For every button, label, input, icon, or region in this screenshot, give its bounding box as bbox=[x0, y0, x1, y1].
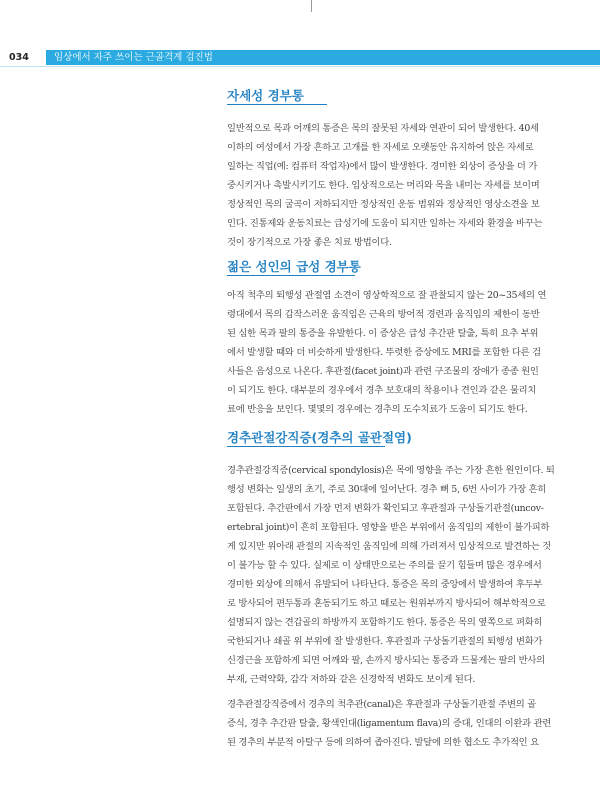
text-line: 경미한 외상에 의해서 유발되어 나타난다. 통증은 목의 중앙에서 발생하여 후두부 bbox=[227, 579, 543, 590]
text-line: 사들은 음성으로 나온다. 후관절(facet joint)과 관련 구조물의 장애가 종종 원인 bbox=[227, 366, 539, 377]
text-line: 것이 장기적으로 가장 좋은 치료 방법이다. bbox=[227, 237, 392, 248]
page-number: 034 bbox=[9, 52, 29, 63]
text-line: 증식, 경추 추간판 탈출, 황색인대(ligamentum flava)의 증대, 인대의 이완과 관련 bbox=[227, 718, 552, 729]
text-line: 인다. 진통제와 운동치료는 급성기에 도움이 되지만 일하는 자세와 환경을 바꾸는 bbox=[227, 218, 543, 229]
header-rule bbox=[0, 66, 600, 67]
text-line: 경추관절강직증(cervical spondylosis)은 목에 영향을 주는 가장 흔한 원인이다. 퇴 bbox=[227, 465, 555, 476]
text-line: 부재, 근력약화, 감각 저하와 같은 신경학적 변화도 보이게 된다. bbox=[227, 674, 476, 685]
page-header bbox=[0, 50, 600, 65]
text-line: 된 심한 목과 팔의 통증을 유발한다. 이 증상은 급성 추간판 탈출, 특히 요추 부위 bbox=[227, 328, 539, 339]
text-line: 중시키거나 촉발시키기도 한다. 임상적으로는 머리와 목을 내미는 자세를 보이며 bbox=[227, 180, 540, 191]
section-title: 젊은 성인의 급성 경부통 bbox=[227, 259, 361, 274]
text-line: 행성 변화는 일생의 초기, 주로 30대에 일어난다. 경추 뼈 5, 6번 사이가 가장 흔히 bbox=[227, 484, 547, 495]
text-line: 이하의 여성에서 가장 흔하고 고개를 한 자세로 오랫동안 유지하여 앉은 자세로 bbox=[227, 142, 534, 153]
text-line: 료에 반응을 보인다. 몇몇의 경우에는 경추의 도수치료가 도움이 되기도 한다. bbox=[227, 404, 528, 415]
text-line: 된 경추의 부분적 아탈구 등에 의하여 좁아진다. 발달에 의한 협소도 추가적인 요 bbox=[227, 737, 539, 748]
text-line: 게 있지만 위아래 관절의 지속적인 움직임에 의해 가려져서 임상적으로 발견하는 것 bbox=[227, 541, 551, 552]
text-line: 령대에서 목의 갑작스러운 움직임은 근육의 방어적 경련과 움직임의 제한이 동반 bbox=[227, 309, 540, 320]
text-line: 포함된다. 추간판에서 가장 먼저 변화가 확인되고 후관절과 구상돌기관절(uncov- bbox=[227, 503, 544, 514]
text-line: 에서 발생할 때와 더 비슷하게 발생한다. 뚜렷한 증상에도 MRI를 포함한 다른 검 bbox=[227, 347, 541, 358]
paragraph bbox=[227, 695, 572, 752]
section-cervical-spondylosis bbox=[227, 430, 572, 752]
text-line: 로 방사되어 편두통과 혼동되기도 하고 때로는 원위부까지 방사되어 해부학적으로 bbox=[227, 598, 546, 609]
text-line: 신경근을 포함하게 되면 어깨와 팔, 손까지 방사되는 통증과 드물게는 팔의 반사의 bbox=[227, 655, 545, 666]
text-line: 경추관절강직증에서 경추의 척추관(canal)은 후관절과 구상돌기관절 주변의 골 bbox=[227, 699, 536, 710]
text-line: 이 되기도 한다. 대부분의 경우에서 경추 보호대의 착용이나 견인과 같은 물리치 bbox=[227, 385, 537, 396]
text-line: ertebral joint)이 흔히 포함된다. 영향을 받은 부위에서 움직임의 제한이 불가피하 bbox=[227, 522, 550, 533]
section-acute-neck-pain-young-adults bbox=[227, 259, 572, 419]
section-postural-neck-pain bbox=[227, 88, 572, 252]
section-title: 자세성 경부통 bbox=[227, 88, 327, 105]
paragraph bbox=[227, 119, 572, 252]
text-line: 일반적으로 목과 어깨의 통증은 목의 잘못된 자세와 연관이 되어 발생한다. 40세 bbox=[227, 123, 539, 134]
text-line: 일하는 직업(예: 컴퓨터 작업자)에서 많이 발생한다. 경미한 외상이 증상을 더 가 bbox=[227, 161, 538, 172]
text-line: 국한되거나 쇄골 위 부위에 잘 발생한다. 후관절과 구상돌기관절의 퇴행성 변화가 bbox=[227, 636, 543, 647]
text-line: 정상적인 목의 굴곡이 저하되지만 정상적인 운동 범위와 정상적인 영상소견을 보 bbox=[227, 199, 540, 210]
text-line: 설명되지 않는 견갑골의 하방까지 포함하기도 한다. 통증은 목의 옆쪽으로 펴화히 bbox=[227, 617, 543, 628]
paragraph bbox=[227, 461, 572, 689]
crop-mark bbox=[311, 0, 312, 12]
text-line: 이 불가능 할 수 있다. 실제로 이 상태만으로는 주의를 끌기 힘들며 많은 경우에서 bbox=[227, 560, 542, 571]
paragraph bbox=[227, 286, 572, 419]
section-title: 경추관절강직증(경추의 골관절염) bbox=[227, 430, 412, 445]
text-line: 아직 척추의 퇴행성 관절염 소견이 영상학적으로 잘 관찰되지 않는 20~35세의 연 bbox=[227, 290, 547, 301]
running-title: 임상에서 자주 쓰이는 근골격계 검진법 bbox=[54, 52, 213, 63]
